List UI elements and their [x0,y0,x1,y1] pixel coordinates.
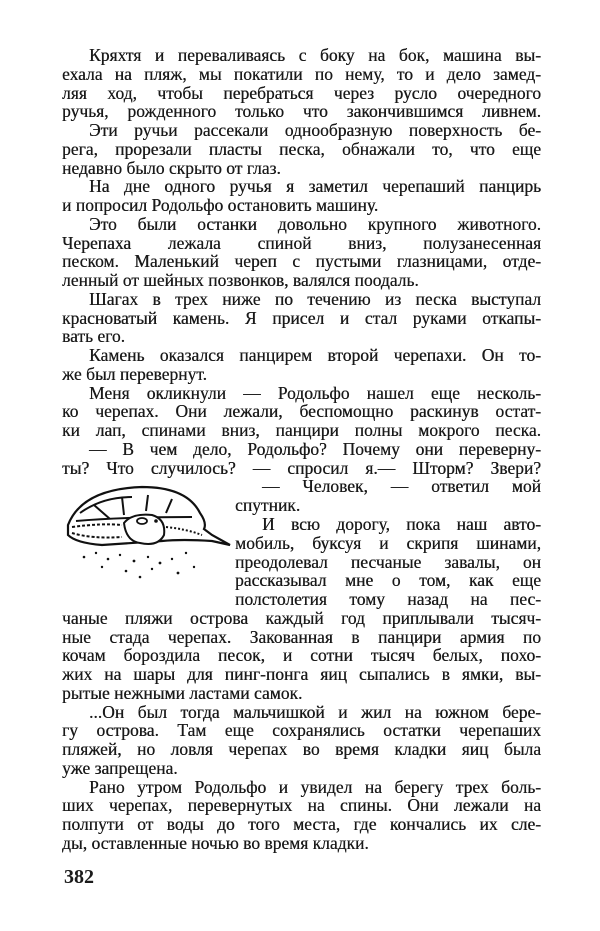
text-line: гу острова. Там еще сохранялись остатки черепаших [62,720,541,741]
text-line: — Человек, — ответил мой [262,476,541,497]
text-line: преодолевал песчаные завалы, он [235,551,541,572]
text-line: ты? Что случилось? — спросил я.— Шторм? Звери? [62,457,541,478]
text-line: ручья, рожденного только что закончившимся ливнем. [62,101,541,122]
turtle-illustration [62,483,234,583]
text-line: Черепаха лежала спиной вниз, полузанесенная [62,232,541,253]
text-line: ды, оставленные ночью во время кладки. [62,832,369,853]
text-line: мобиль, буксуя и скрипя шинами, [235,532,541,553]
text-line: Эти ручьи рассекали однообразную поверхность бе- [89,120,541,141]
text-line: красноватый камень. Я присел и стал руками откапы- [62,307,541,328]
text-line: вать его. [62,326,125,347]
text-line: Это были останки довольно крупного животного. [89,213,541,234]
text-line: рега, прорезали пласты песка, обнажали то, что еще [62,138,541,159]
text-line: Рано утром Родольфо и увидел на берегу трех боль- [89,776,541,797]
text-line: полпути от воды до того места, где кончались их сле- [62,814,541,835]
text-line: Кряхтя и переваливаясь с боку на бок, машина вы- [89,45,541,65]
text-line: полстолетия тому назад на пес- [235,589,541,610]
text-line: песком. Маленький череп с пустыми глазницами, отде- [62,251,541,272]
text-line: же был перевернут. [62,363,207,384]
text-line: ленный от шейных позвонков, валялся поодаль. [62,270,419,291]
page-number: 382 [64,866,94,888]
text-line: — В чем дело, Родольфо? Почему они переверну- [89,438,541,459]
text-line: ные стада черепах. Закованная в панцири армия по [62,626,541,647]
text-line: недавно было скрыто от глаз. [62,157,281,178]
text-line: Меня окликнули — Родольфо нашел еще несколь- [89,382,541,403]
text-line: ки лап, спинами вниз, панцири полны мокрого песка. [62,420,541,441]
text-line: Шагах в трех ниже по течению из песка выступал [89,288,541,309]
text-line: кочам бороздила песок, и сотни тысяч белых, похо- [62,645,541,666]
text-line: И всю дорогу, пока наш авто- [262,514,541,534]
text-line: пляжей, но ловля черепах во время кладки яиц была [62,739,541,760]
text-line: ляя ход, чтобы перебраться через русло очередного [62,82,541,103]
text-line: ехала на пляж, мы покатили по нему, то и дело замед- [62,63,541,84]
text-line: Камень оказался панцирем второй черепахи. Он то- [89,345,541,366]
text-line: чаные пляжи острова каждый год приплывали тысяч- [62,607,541,628]
text-line: рытые нежными ластами самок. [62,682,303,703]
text-line: На дне одного ручья я заметил черепаший панцирь [89,176,541,197]
text-line: и попросил Родольфо остановить машину. [62,195,379,216]
text-line: уже запрещена. [62,757,178,778]
text-line: ко черепах. Они лежали, беспомощно раскинув остат- [62,401,541,422]
text-line: жих на шары для пинг-понга яиц сыпались в ямки, вы- [62,664,541,685]
text-line: ...Он был тогда мальчишкой и жил на южном бере- [89,701,541,722]
text-line: рассказывал мне о том, как еще [235,570,541,591]
text-line: ших черепах, перевернутых на спины. Они лежали на [62,795,541,816]
text-line: спутник. [235,495,301,516]
